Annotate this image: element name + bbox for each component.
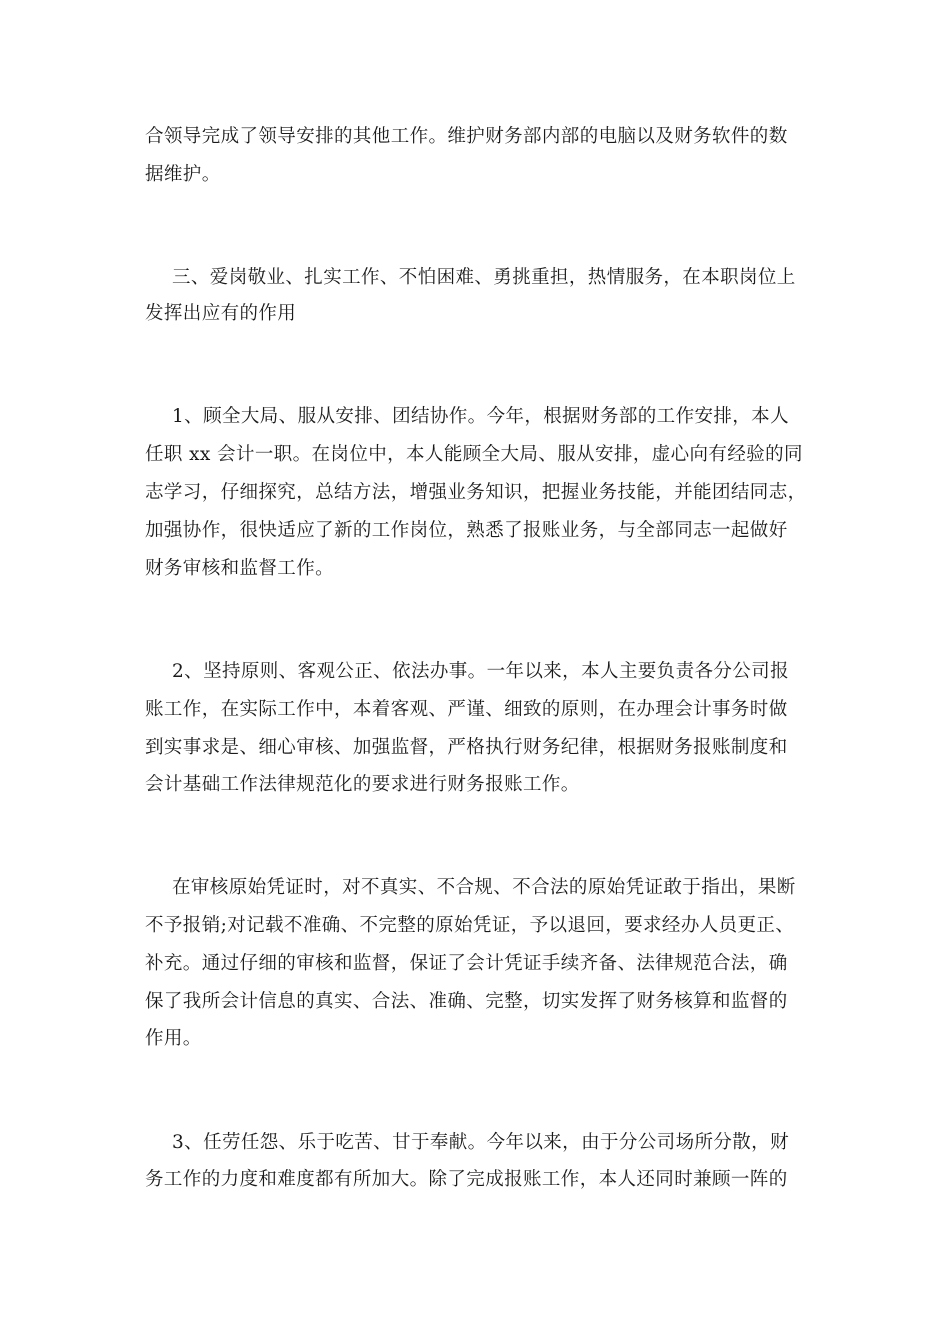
paragraph-4-line-4: 会计基础工作法律规范化的要求进行财务报账工作。 — [145, 774, 580, 795]
paragraph-5-line-5: 作用。 — [145, 1028, 202, 1049]
paragraph-1-line-1: 合领导完成了领导安排的其他工作。维护财务部内部的电脑以及财务软件的数 — [145, 126, 788, 147]
paragraph-6-line-1: 3、任劳任怨、乐于吃苦、甘于奉献。今年以来，由于分公司场所分散，财 — [172, 1132, 789, 1153]
paragraph-4-line-3: 到实事求是、细心审核、加强监督，严格执行财务纪律，根据财务报账制度和 — [145, 737, 788, 758]
paragraph-1-line-2: 据维护。 — [145, 164, 221, 185]
paragraph-5-line-4: 保了我所会计信息的真实、合法、准确、完整，切实发挥了财务核算和监督的 — [145, 991, 788, 1012]
paragraph-5-line-2: 不予报销;对记载不准确、不完整的原始凭证，予以退回，要求经办人员更正、 — [145, 915, 795, 936]
paragraph-5-line-3: 补充。通过仔细的审核和监督，保证了会计凭证手续齐备、法律规范合法，确 — [145, 953, 788, 974]
section-heading-line-2: 发挥出应有的作用 — [145, 303, 297, 324]
paragraph-4-line-2: 账工作，在实际工作中，本着客观、严谨、细致的原则，在办理会计事务时做 — [145, 699, 788, 720]
paragraph-3-line-3: 志学习，仔细探究，总结方法，增强业务知识，把握业务技能，并能团结同志， — [145, 482, 807, 503]
paragraph-6-line-2: 务工作的力度和难度都有所加大。除了完成报账工作，本人还同时兼顾一阵的 — [145, 1169, 788, 1190]
paragraph-3-line-2: 任职 xx 会计一职。在岗位中，本人能顾全大局、服从安排，虚心向有经验的同 — [145, 444, 803, 465]
paragraph-3-line-5: 财务审核和监督工作。 — [145, 558, 335, 579]
section-heading-line-1: 三、爱岗敬业、扎实工作、不怕困难、勇挑重担，热情服务，在本职岗位上 — [172, 267, 796, 288]
paragraph-3-line-1: 1、顾全大局、服从安排、团结协作。今年，根据财务部的工作安排，本人 — [172, 406, 789, 427]
paragraph-5-line-1: 在审核原始凭证时，对不真实、不合规、不合法的原始凭证敢于指出，果断 — [172, 877, 796, 898]
paragraph-4-line-1: 2、坚持原则、客观公正、依法办事。一年以来，本人主要负责各分公司报 — [172, 661, 789, 682]
paragraph-3-line-4: 加强协作，很快适应了新的工作岗位，熟悉了报账业务，与全部同志一起做好 — [145, 520, 788, 541]
